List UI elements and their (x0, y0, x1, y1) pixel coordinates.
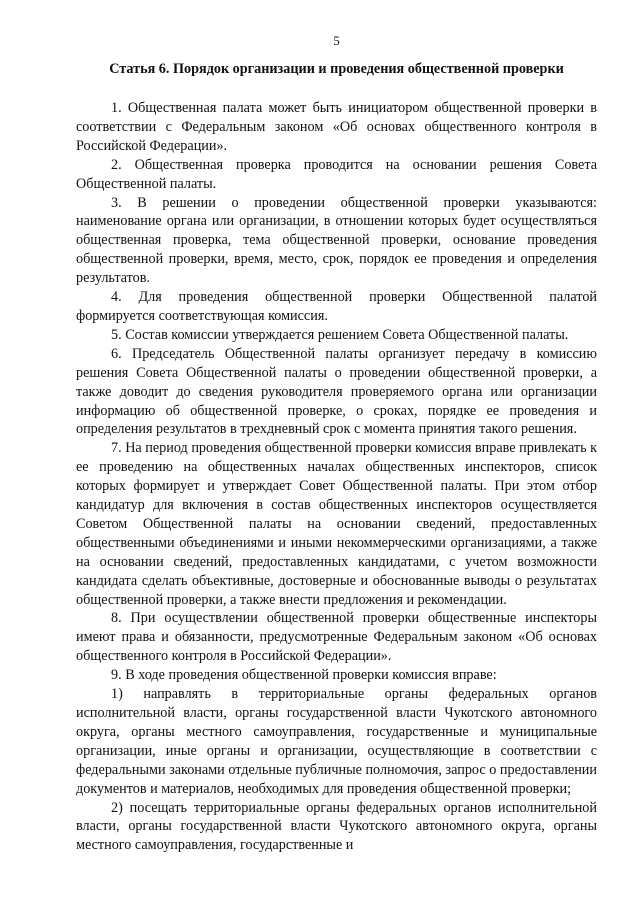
paragraph-5: 5. Состав комиссии утверждается решением Совета Общественной палаты. (111, 326, 569, 343)
paragraph-7: 7. На период проведения общественной проверки комиссия вправе привлекать к ее проведению на общественных началах общественных инспекторов, список которых формирует и утверждает Совет Общественной палаты. При этом отбор кандидатур для включения в состав общественных инспекторов осуществляется Советом Общественной палаты на основании сведений, предоставленных общественными объединениями и иными некоммерческими организациями, а также на основании сведений, предоставленных кандидатами, с учетом возможности кандидата сделать объективные, достоверные и обоснованные выводы о результатах общественной проверки, а также внести предложения и рекомендации. (76, 440, 597, 608)
paragraph-4: 4. Для проведения общественной проверки Общественной палатой формируется соответствующая комиссия. (76, 289, 597, 324)
paragraph-9: 9. В ходе проведения общественной проверки комиссия вправе: (111, 667, 497, 684)
page-number: 5 (333, 33, 340, 48)
subitem-9-2: 2) посещать территориальные органы федеральных органов исполнительной власти, органы государственной власти Чукотского автономного округа, органы местного самоуправления, государственные и (76, 799, 597, 854)
article-title: Статья 6. Порядок организации и проведения общественной проверки (109, 61, 564, 77)
paragraph-3: 3. В решении о проведении общественной проверки указываются: наименование органа или организации, в отношении которых будет осуществляться общественная проверка, тема общественной проверки, основание проведения общественной проверки, время, место, срок, порядок ее проведения и определения результатов. (76, 194, 597, 287)
paragraph-6: 6. Председатель Общественной палаты организует передачу в комиссию решения Совета Общественной палаты о проведении общественной проверки, а также доводит до сведения руководителя проверяемого органа или организации информацию об общественной проверке, о сроках, порядке ее проведения и определения результатов в трехдневный срок с момента принятия такого решения. (76, 345, 597, 438)
paragraph-1: 1. Общественная палата может быть инициатором общественной проверки в соответствии с Федеральным законом «Об основах общественного контроля в Российской Федерации». (76, 100, 597, 154)
paragraph-8: 8. При осуществлении общественной проверки общественные инспекторы имеют права и обязанности, предусмотренные Федеральным законом «Об основах общественного контроля в Российской Федерации». (76, 610, 597, 665)
paragraph-2: 2. Общественная проверка проводится на основании решения Совета Общественной палаты. (76, 156, 597, 192)
subitem-9-1: 1) направлять в территориальные органы федеральных органов исполнительной власти, органы государственной власти Чукотского автономного округа, органы местного самоуправления, государственные и муниципальные организации, иные органы и организации, осуществляющие в соответствии с федеральными законами отдельные публичные полномочия, запрос о предоставлении документов и материалов, необходимых для проведения общественной проверки; (76, 686, 597, 797)
article-body (76, 99, 597, 855)
